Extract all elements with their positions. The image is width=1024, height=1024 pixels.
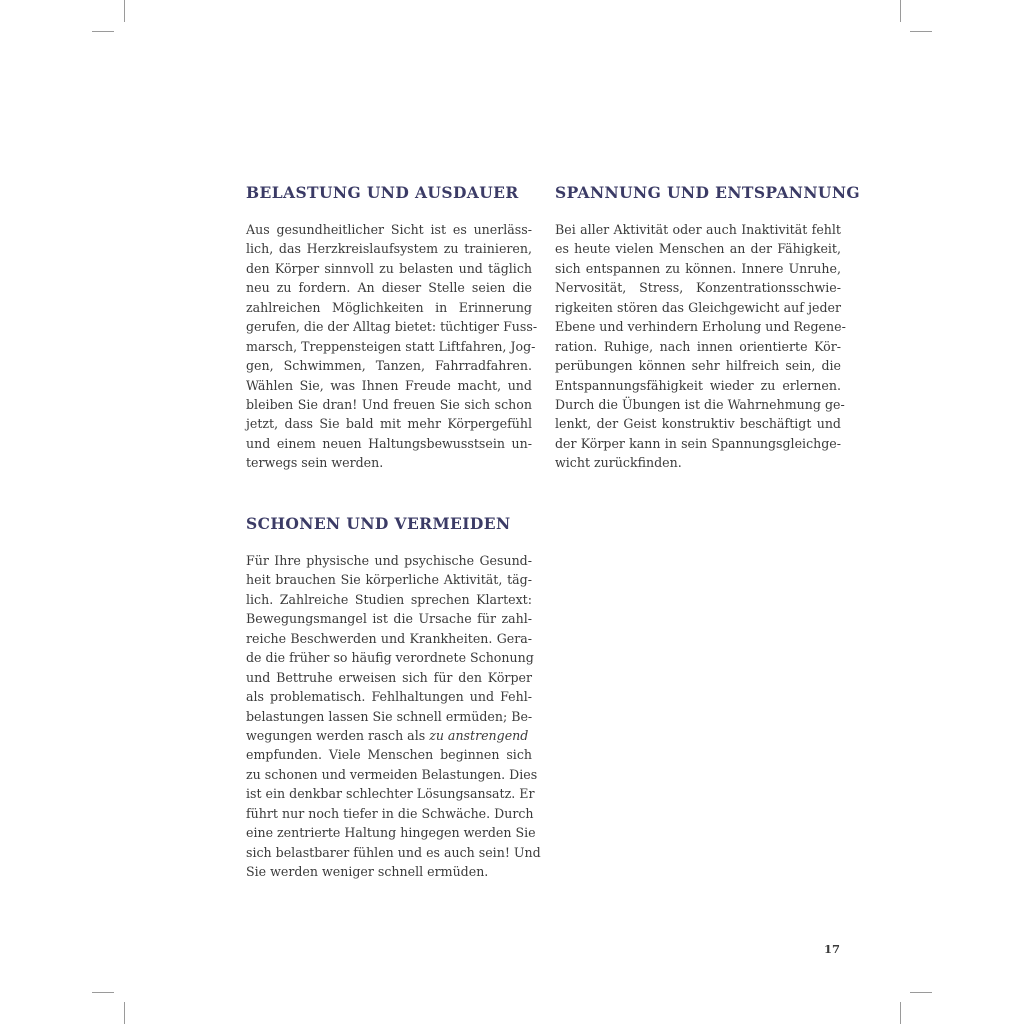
section-heading: BELASTUNG UND AUSDAUER <box>246 183 519 202</box>
text-line: gen, Schwimmen, Tanzen, Fahrradfahren. <box>246 358 532 374</box>
text-line: wicht zurückfinden. <box>555 455 682 471</box>
section-heading: SCHONEN UND VERMEIDEN <box>246 514 511 533</box>
text-line: der Körper kann in sein Spannungsgleichge- <box>555 435 841 451</box>
text-line: de die früher so häufig verordnete Schonung <box>246 650 534 666</box>
text-line: heit brauchen Sie körperliche Aktivität, täg- <box>246 572 532 588</box>
text-line: perübungen können sehr hilfreich sein, die <box>555 358 841 374</box>
section-body <box>555 220 846 473</box>
text-line: eine zentrierte Haltung hingegen werden Sie <box>246 825 536 841</box>
section-belastung-und-ausdauer <box>246 183 538 473</box>
text-line: Bewegungsmangel ist die Ursache für zahl- <box>246 611 532 627</box>
text-line: Wählen Sie, was Ihnen Freude macht, und <box>246 377 532 393</box>
crop-mark-bottom-right-vertical <box>900 1002 901 1024</box>
text-line: ration. Ruhige, nach innen orientierte Kör- <box>555 338 841 354</box>
text-line: neu zu fordern. An dieser Stelle seien die <box>246 280 532 296</box>
crop-mark-top-left-horizontal <box>92 31 114 32</box>
section-spannung-und-entspannung <box>555 183 861 473</box>
text-line: marsch, Treppensteigen statt Liftfahren, Jog- <box>246 338 536 354</box>
text-line: Bei aller Aktivität oder auch Inaktivität fehlt <box>555 222 841 237</box>
text-line: und einem neuen Haltungsbewusstsein un- <box>246 435 532 451</box>
text-line: zu schonen und vermeiden Belastungen. Dies <box>246 766 538 782</box>
text-line-with-emphasis <box>246 726 532 745</box>
text-line: sich belastbarer fühlen und es auch sein! Und <box>246 844 541 860</box>
emphasized-phrase: zu anstrengend <box>429 727 529 743</box>
section-body <box>246 220 538 473</box>
text-line: terwegs sein werden. <box>246 455 384 471</box>
text-line: sich entspannen zu können. Innere Unruhe, <box>555 260 841 276</box>
text-line: Ebene und verhindern Erholung und Regene- <box>555 319 846 335</box>
text-line: empfunden. Viele Menschen beginnen sich <box>246 747 532 763</box>
crop-mark-bottom-right-horizontal <box>910 992 932 993</box>
section-body <box>246 551 541 881</box>
text-line: Durch die Übungen ist die Wahrnehmung ge- <box>555 396 845 412</box>
text-fragment: wegungen werden rasch als <box>246 727 430 743</box>
section-heading: SPANNUNG UND ENTSPANNUNG <box>555 183 861 202</box>
text-line: bleiben Sie dran! Und freuen Sie sich schon <box>246 396 532 412</box>
text-line: es heute vielen Menschen an der Fähigkeit, <box>555 241 841 257</box>
text-line: Für Ihre physische und psychische Gesund- <box>246 553 532 568</box>
text-line: belastungen lassen Sie schnell ermüden; Be- <box>246 708 533 724</box>
text-line: führt nur noch tiefer in die Schwäche. Durch <box>246 805 534 821</box>
text-line: als problematisch. Fehlhaltungen und Fehl- <box>246 689 532 705</box>
text-line: den Körper sinnvoll zu belasten und täglich <box>246 260 532 276</box>
crop-mark-bottom-left-horizontal <box>92 992 114 993</box>
text-line: zahlreichen Möglichkeiten in Erinnerung <box>246 299 532 315</box>
text-line: gerufen, die der Alltag bietet: tüchtiger Fuss- <box>246 319 538 335</box>
text-line: Sie werden weniger schnell ermüden. <box>246 864 489 879</box>
text-line: Aus gesundheitlicher Sicht ist es unerläss- <box>246 222 532 237</box>
text-line: lich, das Herzkreislaufsystem zu trainieren, <box>246 241 532 257</box>
text-line: Nervosität, Stress, Konzentrationsschwie- <box>555 280 841 296</box>
crop-mark-top-right-vertical <box>900 0 901 22</box>
text-line: Entspannungsfähigkeit wieder zu erlernen. <box>555 377 841 393</box>
text-line: reiche Beschwerden und Krankheiten. Gera- <box>246 630 532 646</box>
text-line: lich. Zahlreiche Studien sprechen Klartext: <box>246 591 532 607</box>
crop-mark-bottom-left-vertical <box>124 1002 125 1024</box>
text-line: lenkt, der Geist konstruktiv beschäftigt und <box>555 416 841 432</box>
crop-mark-top-right-horizontal <box>910 31 932 32</box>
text-line: ist ein denkbar schlechter Lösungsansatz. Er <box>246 786 535 802</box>
text-line: rigkeiten stören das Gleichgewicht auf jeder <box>555 299 841 315</box>
crop-mark-top-left-vertical <box>124 0 125 22</box>
page-number: 17 <box>823 942 840 956</box>
section-schonen-und-vermeiden <box>246 514 541 881</box>
text-line: jetzt, dass Sie bald mit mehr Körpergefühl <box>246 416 532 432</box>
text-line: und Bettruhe erweisen sich für den Körper <box>246 669 532 685</box>
